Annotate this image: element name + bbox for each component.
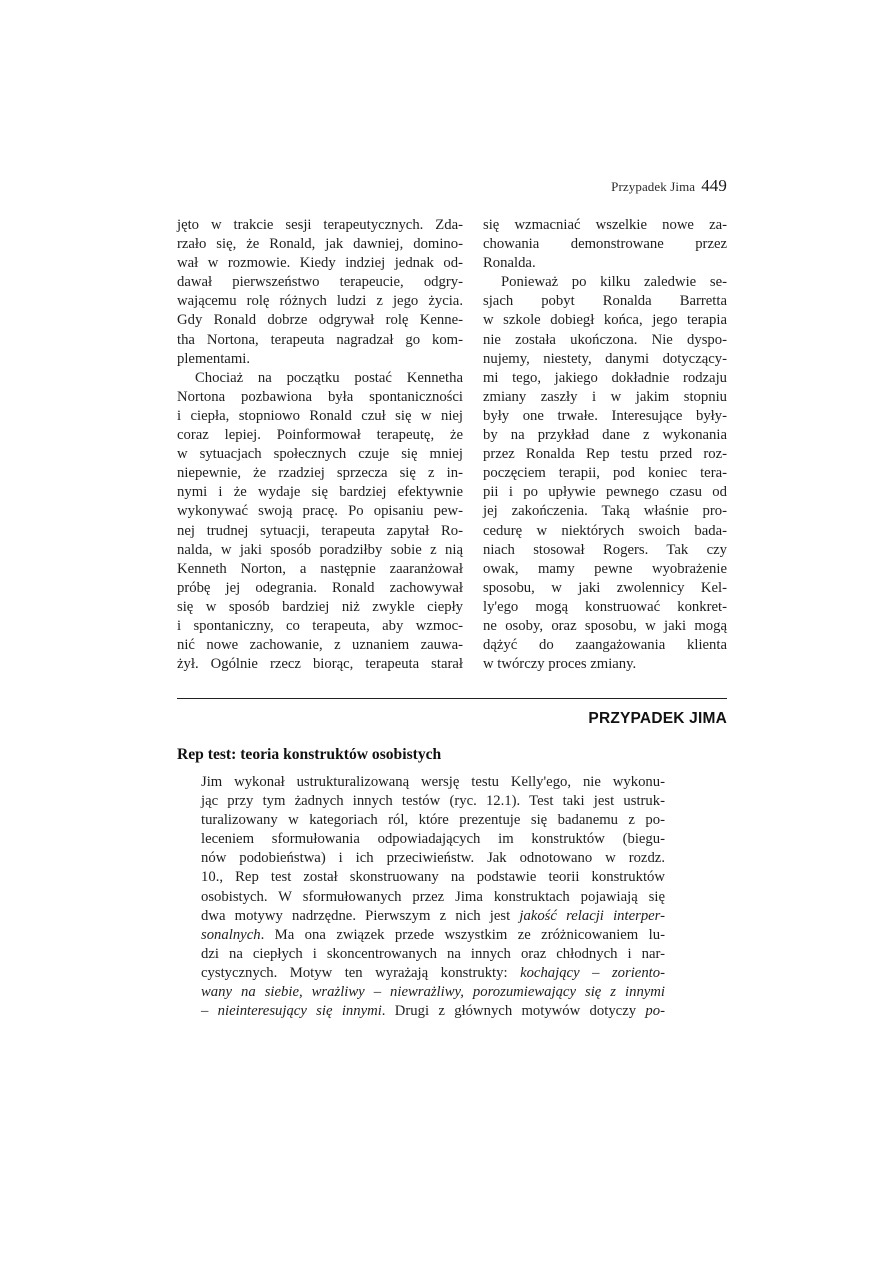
text-line: i spontaniczny, co terapeuta, aby wzmoc- [177,617,463,634]
text-line: nujemy, niestety, danymi dotyczący- [483,350,727,367]
text-line [201,1002,665,1021]
text-line: osobistych. W sformułowanych przez Jima konstruktach pojawiają się [201,888,665,905]
text-line: niepewnie, że rzadziej sprzecza się z in- [177,465,463,482]
case-body-text [201,773,665,1021]
italic-run: wany na siebie, wrażliwy – niewrażliwy, porozumiewający się z innymi [201,984,665,1001]
text-line: mi tego, jakiego dokładnie rodzaju [483,369,727,386]
text-line: owak, mamy pewne wyobrażenie [483,560,727,577]
text-line: sposobu, w jaki zwolennicy Kel- [483,579,727,596]
text-line: zmiany zaszły i w jakim stopniu [483,388,727,405]
italic-run: – nieinteresujący się innymi [201,1003,382,1020]
text-line: dzi na ciepłych i skoncentrowanych na innych oraz chłodnych i nar- [201,945,665,962]
text-run: . Ma ona związek przede wszystkim ze zróżnicowaniem lu- [260,926,665,943]
text-line: przez Ronalda Rep testu przed roz- [483,446,727,463]
text-line: wającemu rolę różnych ludzi z jego życia. [177,293,463,310]
text-line: cedurę w niektórych swoich bada- [483,522,727,539]
section-label: PRZYPADEK JIMA [588,710,727,727]
text-line: próbę jej odegrania. Ronald zachowywał [177,579,463,596]
text-line: Chociaż na początku postać Kennetha [195,369,463,386]
text-line: Kenneth Norton, a następnie zaaranżował [177,560,463,577]
text-line: pii i po upływie pewnego czasu od [483,484,727,501]
text-line: Gdy Ronald dobrze odgrywał rolę Kenne- [177,312,463,329]
text-line: w twórczy proces zmiany. [483,656,637,673]
text-line: w sytuacjach społecznych czuje się mniej [177,446,463,463]
text-run: cystycznych. Motyw ten wyrażają konstrukty: [201,964,521,981]
text-line: wykonywać swoją pracę. Po opisaniu pew- [177,503,463,520]
text-line: i ciepła, stopniowo Ronald czuł się w niej [177,407,463,424]
text-run: . Drugi z głównych motywów dotyczy [381,1003,646,1020]
text-line: coraz lepiej. Poinformował terapeutę, że [177,427,463,444]
text-line: jąc przy tym żadnych innych testów (ryc. 12.1). Test taki jest ustruk- [201,793,665,810]
text-line: nie została ukończona. Nie dyspo- [483,331,727,348]
italic-run: po- [645,1003,665,1020]
right-column [483,216,727,674]
text-line [201,964,665,983]
text-line: dążyć do zaangażowania klienta [483,637,727,654]
text-line: były one trwałe. Interesujące były- [483,407,727,424]
running-head-title: Przypadek Jima [611,179,696,194]
left-column [177,216,463,674]
text-line: poczęciem terapii, pod koniec tera- [483,465,727,482]
text-line [201,926,665,945]
text-line [201,983,665,1002]
text-line: się wzmacniać wszelkie nowe za- [483,217,727,233]
text-line: nów podobieństwa) i ich przeciwieństw. Jak odnotowano w rozdz. [201,850,665,867]
text-line: turalizowany w kategoriach ról, które prezentuje się badanemu z po- [201,812,665,829]
text-line: ne osoby, oraz sposobu, w jaki mogą [483,617,727,634]
text-line: by na przykład dane z wykonania [483,427,727,444]
text-line: nić nowe zachowanie, z uznaniem zauwa- [177,637,463,654]
text-line: jej zakończenia. Taką właśnie pro- [483,503,727,520]
text-line [201,907,665,926]
text-line: nej trudnej sytuacji, terapeuta zapytał Ro- [177,522,463,539]
text-line: tha Nortona, terapeuta nagradzał go kom- [177,331,463,348]
text-line: w szkole dobiegł końca, jego terapia [483,312,727,329]
text-line: niach stosował Rogers. Tak czy [483,541,727,558]
text-line: wał w rozmowie. Kiedy indziej jednak od- [177,255,463,272]
text-run: dwa motywy nadrzędne. Pierwszym z nich jest [201,907,520,924]
text-line: chowania demonstrowane przez [483,236,727,253]
text-line: się w sposób bardziej niż zwykle ciepły [177,598,463,615]
text-line: nymi i że wydaje się bardziej efektywnie [177,484,463,501]
page-number: 449 [701,176,727,195]
text-line: dawał pierwszeństwo terapeucie, odgry- [177,274,463,291]
text-line: jęto w trakcie sesji terapeutycznych. Zda- [177,217,463,233]
text-line: sjach pobyt Ronalda Barretta [483,293,727,310]
italic-run: kochający – zoriento- [520,964,665,981]
text-line: Ronalda. [483,255,536,272]
text-line: żył. Ogólnie rzecz biorąc, terapeuta starał [177,656,463,673]
text-line: Jim wykonał ustrukturalizowaną wersję testu Kelly'ego, nie wykonu- [201,774,665,790]
text-line: ly'ego mogą konstruować konkret- [483,598,727,615]
text-line: Ponieważ po kilku zaledwie se- [501,274,727,291]
italic-run: sonalnych [201,926,261,943]
text-line: Nortona pozbawiona była spontaniczności [177,388,463,405]
text-line: plementami. [177,350,251,367]
running-head [611,176,727,196]
text-line: rzało się, że Ronald, jak dawniej, domino- [177,236,463,253]
italic-run: jakość relacji interper- [519,907,665,924]
subheading: Rep test: teoria konstruktów osobistych [177,746,442,763]
section-divider [177,698,727,699]
text-line: 10., Rep test został skonstruowany na podstawie teorii konstruktów [201,869,665,886]
text-line: nalda, w jaki sposób poradziłby sobie z nią [177,541,463,558]
text-line: leceniem sformułowania odpowiadających im konstruktów (biegu- [201,831,665,848]
